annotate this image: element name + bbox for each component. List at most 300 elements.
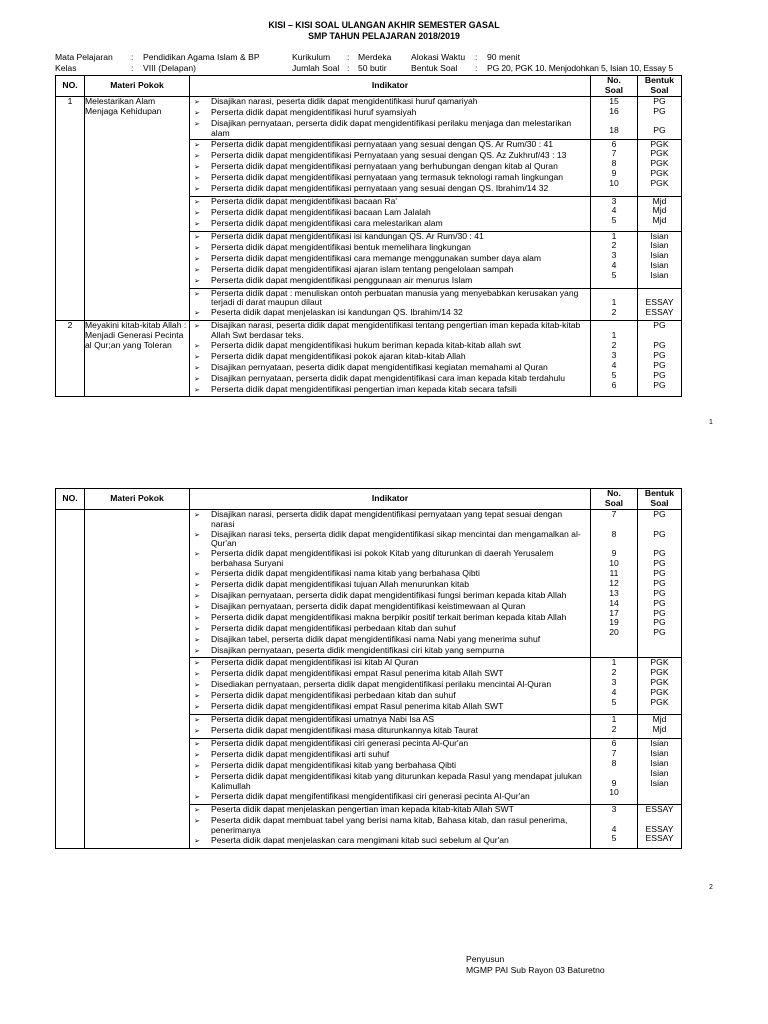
indikator-text: Perserta didik dapat mengidentifikasi kitab yang berbahasa Qibti bbox=[211, 760, 457, 770]
bentuk-soal-value: PGK bbox=[650, 138, 669, 149]
arrow-bullet-icon: ➢ bbox=[194, 837, 200, 845]
indikator-text: Disajikan narasi, peserta didik dapat mengidentifikasi huruf qamariyah bbox=[211, 95, 478, 106]
indikator-text: Perserta didik dapat mengidentifikasi isi kandungan QS. Ar Rum/30 : 41 bbox=[211, 230, 484, 241]
table-row bbox=[56, 509, 682, 848]
jumlah-colon: : bbox=[347, 63, 350, 73]
indikator-cell bbox=[190, 321, 591, 397]
indikator-text: Disajikan narasi, peserta didik dapat mengidentifikasi tentang pengertian iman kepada kitab-kitab Allah Swt berdasar teks. bbox=[211, 320, 581, 341]
indikator-text: Perserta didik dapat mengidentifikasi pernyataan yang sesuai dengan QS. Ibrahim/14 32 bbox=[211, 182, 549, 193]
bentuk-soal-value: Mjd bbox=[652, 215, 667, 226]
bentuk-soal-value: ESSAY bbox=[645, 297, 674, 308]
arrow-bullet-icon: ➢ bbox=[194, 233, 200, 241]
no-soal-value: 1 bbox=[611, 714, 617, 724]
materi-pokok: Meyakini kitab-kitab Allah : Menjadi Generasi Pecinta al Qur;an yang Toleran bbox=[85, 321, 190, 397]
alokasi-colon: : bbox=[475, 52, 478, 62]
arrow-bullet-icon: ➢ bbox=[194, 290, 200, 298]
no-soal-value: 19 bbox=[609, 617, 619, 628]
bentuk-soal-value bbox=[638, 788, 681, 798]
no-soal-value: 13 bbox=[609, 587, 619, 598]
bentuk-soal-value: PG bbox=[653, 587, 666, 598]
kelas-label: Kelas bbox=[55, 63, 77, 73]
indikator-group bbox=[190, 510, 590, 657]
arrow-bullet-icon: ➢ bbox=[194, 174, 200, 182]
arrow-bullet-icon: ➢ bbox=[194, 198, 200, 206]
indikator-group bbox=[190, 97, 590, 139]
no-soal-value: 5 bbox=[611, 270, 617, 280]
indikator-item bbox=[190, 385, 590, 396]
no-soal-group bbox=[591, 510, 637, 657]
arrow-bullet-icon: ➢ bbox=[194, 728, 200, 735]
bentuk-soal-value: Mjd bbox=[652, 723, 667, 734]
footer-mgmp: MGMP PAI Sub Rayon 03 Baturetno bbox=[466, 965, 605, 975]
bentuk-soal-value: PG bbox=[653, 369, 666, 380]
no-soal-value: 12 bbox=[609, 577, 619, 588]
indikator-text: Perserta didik dapat mengidentifikasi isi pokok Kitab yang diturunkan di daerah Yerusalem berbahasa Suryani bbox=[211, 548, 554, 569]
bentuk-soal-value: PGK bbox=[650, 657, 669, 667]
no-soal-group bbox=[591, 738, 637, 804]
indikator-text: Perserta didik dapat mengidentifikasi cara memange menggunakan sumber daya alam bbox=[211, 252, 542, 263]
arrow-bullet-icon: ➢ bbox=[194, 120, 200, 128]
indikator-text: Perserta didik dapat mengidentifikasi perbedaan kitab dan suhuf bbox=[211, 623, 456, 633]
kelas-value: VIII (Delapan) bbox=[143, 63, 197, 73]
no-soal-group bbox=[591, 196, 637, 231]
bentuk-soal-value: PGK bbox=[650, 178, 669, 188]
bentuk-soal-value: PG bbox=[653, 607, 666, 618]
jumlah-value: 50 butir bbox=[358, 63, 387, 73]
bentuk-soal-value: Isian bbox=[650, 230, 669, 241]
indikator-cell bbox=[190, 96, 591, 321]
no-soal-value: 17 bbox=[609, 607, 619, 618]
indikator-item bbox=[190, 119, 590, 139]
indikator-text: Perserta didik dapat mengidentifikasi umatnya Nabi Isa AS bbox=[211, 714, 435, 724]
indikator-text: Perserta didik dapat mengifentifikasi mengidentifikasi ciri generasi pecinta Al-Qur'an bbox=[211, 790, 530, 801]
no-soal-group bbox=[591, 321, 637, 396]
table-row bbox=[56, 96, 682, 321]
bentuk-soal-value: PG bbox=[653, 379, 666, 390]
indikator-item bbox=[190, 219, 590, 230]
no-soal-value: 5 bbox=[611, 369, 617, 380]
arrow-bullet-icon: ➢ bbox=[194, 604, 200, 611]
no-soal-value: 2 bbox=[611, 340, 617, 350]
arrow-bullet-icon: ➢ bbox=[194, 376, 200, 383]
indikator-text: Disajikan pernyataan, perserta didik dapat mengidentifikasi keistimewaan al Quran bbox=[211, 601, 526, 611]
indikator-text: Perserta didik dapat mengidentifikasi pokok ajaran kitab-kitab Allah bbox=[211, 351, 466, 361]
indikator-text: Disajikan pernyataan, peserta didik dapat mengidentifikasi kegiatan memahami al Quran bbox=[211, 362, 548, 372]
bentuk-soal-value: PGK bbox=[650, 686, 669, 697]
no-soal-value: 4 bbox=[611, 359, 617, 370]
indikator-item bbox=[190, 646, 590, 657]
no-soal-value: 7 bbox=[611, 508, 617, 519]
no-soal-value: 8 bbox=[611, 528, 617, 539]
materi-pokok: Melestarikan Alam Menjaga Kehidupan bbox=[85, 96, 190, 321]
indikator-text: Perserta didik dapat mengidentifikasi tujuan Allah menurunkan kitab bbox=[211, 579, 469, 589]
bentuk-soal-value: PGK bbox=[650, 666, 669, 677]
arrow-bullet-icon: ➢ bbox=[194, 571, 200, 578]
arrow-bullet-icon: ➢ bbox=[194, 185, 200, 193]
indikator-item bbox=[190, 726, 590, 737]
no-soal-value: 2 bbox=[611, 666, 617, 677]
arrow-bullet-icon: ➢ bbox=[194, 365, 200, 372]
kurikulum-colon: : bbox=[347, 52, 350, 62]
bentuk-soal-group bbox=[638, 321, 681, 396]
indikator-item bbox=[190, 510, 590, 530]
bentuk-soal-value: Isian bbox=[650, 270, 669, 280]
indikator-group bbox=[190, 139, 590, 196]
indikator-text: Perserta didik dapat mengidentifikasi ciri generasi pecinta Al-Qur'an bbox=[211, 738, 469, 748]
indikator-item bbox=[190, 792, 590, 803]
bentuk-label: Bentuk Soal bbox=[411, 63, 458, 73]
indikator-text: Perserta didik dapat mengidentifikasi cara melestarikan alam bbox=[211, 217, 443, 228]
no-soal-value: 16 bbox=[609, 105, 619, 116]
arrow-bullet-icon: ➢ bbox=[194, 615, 200, 622]
indikator-group bbox=[190, 738, 590, 804]
no-soal-value: 5 bbox=[611, 696, 617, 707]
arrow-bullet-icon: ➢ bbox=[194, 817, 200, 825]
bentuk-soal-group bbox=[638, 510, 681, 657]
alokasi-value: 90 menit bbox=[487, 52, 520, 62]
arrow-bullet-icon: ➢ bbox=[194, 582, 200, 589]
indikator-text: Disajikan pernyataan, peserta didik mengidentifikasi ciri kitab yang sempurna bbox=[211, 645, 505, 655]
indikator-text: Perserta didik dapat mengidentifikasi empat Rasul penerima kitab Allah SWT bbox=[211, 701, 504, 711]
bentuk-soal-group bbox=[638, 196, 681, 231]
no-soal-value: 10 bbox=[609, 558, 619, 569]
no-soal-cell bbox=[591, 96, 638, 321]
indikator-text: Perserta didik dapat mengidentifikasi empat Rasul penerima kitab Allah SWT bbox=[211, 668, 504, 678]
arrow-bullet-icon: ➢ bbox=[194, 593, 200, 600]
no-soal-value: 4 bbox=[611, 260, 617, 271]
bentuk-soal-value: Isian bbox=[650, 747, 669, 758]
no-soal-value: 3 bbox=[611, 676, 617, 687]
bentuk-soal-value: PG bbox=[653, 508, 666, 519]
arrow-bullet-icon: ➢ bbox=[194, 752, 200, 759]
arrow-bullet-icon: ➢ bbox=[194, 693, 200, 700]
bentuk-soal-value: PG bbox=[653, 340, 666, 350]
no-soal-value: 9 bbox=[611, 777, 617, 788]
no-soal-group bbox=[591, 139, 637, 196]
arrow-bullet-icon: ➢ bbox=[194, 163, 200, 171]
arrow-bullet-icon: ➢ bbox=[194, 387, 200, 394]
header-no: NO. bbox=[56, 489, 85, 510]
arrow-bullet-icon: ➢ bbox=[194, 741, 200, 748]
header-indikator: Indikator bbox=[190, 489, 591, 510]
no-soal-cell bbox=[591, 509, 638, 848]
indikator-text: Perserta didik dapat mengidentifikasi nama kitab yang berbahasa Qibti bbox=[211, 568, 480, 578]
arrow-bullet-icon: ➢ bbox=[194, 511, 200, 519]
kurikulum-value: Merdeka bbox=[358, 52, 392, 62]
indikator-cell bbox=[190, 509, 591, 848]
indikator-group bbox=[190, 288, 590, 321]
no-soal-value: 15 bbox=[609, 95, 619, 106]
arrow-bullet-icon: ➢ bbox=[194, 531, 200, 539]
bentuk-soal-value: Isian bbox=[650, 250, 669, 261]
indikator-text: Disajikan narasi, perserta didik dapat mengidentifikasi pernyataan yang tepat sesuai dengan narasi bbox=[211, 508, 563, 529]
kisi-table-page1 bbox=[55, 75, 682, 397]
bentuk-soal-value: PGK bbox=[650, 696, 669, 707]
arrow-bullet-icon: ➢ bbox=[194, 806, 200, 814]
bentuk-soal-cell bbox=[638, 321, 682, 397]
indikator-text: Perserta didik dapat mengidentifikasi pengertian iman kepada kitab secara tafsili bbox=[211, 384, 517, 394]
indikator-item bbox=[190, 208, 590, 219]
bentuk-soal-value: PG bbox=[653, 320, 666, 331]
no-soal-value: 6 bbox=[611, 738, 617, 748]
bentuk-soal-value: PG bbox=[653, 548, 666, 559]
arrow-bullet-icon: ➢ bbox=[194, 551, 200, 559]
bentuk-soal-value: PG bbox=[653, 95, 666, 106]
no-soal-group bbox=[591, 714, 637, 738]
indikator-text: Perserta didik dapat : menuliskan ontoh perbuatan manusia yang menyebabkan kerusakan yang terjadi di darat maupun dilaut bbox=[211, 287, 579, 308]
indikator-text: Peserta didik dapat menjelaskan pengertian iman kepada kitab-kitab Allah SWT bbox=[211, 803, 514, 814]
bentuk-soal-value: PGK bbox=[650, 676, 669, 687]
header-materi: Materi Pokok bbox=[85, 76, 190, 97]
no-soal-group bbox=[591, 804, 637, 848]
arrow-bullet-icon: ➢ bbox=[194, 626, 200, 633]
bentuk-soal-value: PG bbox=[653, 617, 666, 628]
arrow-bullet-icon: ➢ bbox=[194, 704, 200, 711]
bentuk-soal-group bbox=[638, 139, 681, 196]
arrow-bullet-icon: ➢ bbox=[194, 323, 200, 331]
indikator-text: Disajikan pernyataan, perserta didik dapat mengidentifikasi cara iman kepada kitab terdahulu bbox=[211, 373, 565, 383]
no-soal-value: 3 bbox=[611, 250, 617, 261]
bentuk-soal-group bbox=[638, 738, 681, 804]
arrow-bullet-icon: ➢ bbox=[194, 774, 200, 781]
bentuk-soal-value: PG bbox=[653, 105, 666, 116]
bentuk-soal-value: PG bbox=[653, 597, 666, 608]
indikator-text: Disajikan narasi teks, perserta didik dapat mengidentifikasi sikap mencintai dan mengamalkan al-Qur'an bbox=[211, 528, 581, 549]
bentuk-soal-value: ESSAY bbox=[645, 833, 674, 844]
footer-penyusun: Penyusun bbox=[466, 954, 505, 964]
bentuk-soal-value: PG bbox=[653, 528, 666, 539]
mapel-value: Pendidikan Agama Islam & BP bbox=[143, 52, 260, 62]
bentuk-soal-value: PG bbox=[653, 125, 666, 136]
indikator-text: Disajikan tabel, perserta didik dapat mengidentifikasi nama Nabi yang menerima suhuf bbox=[211, 634, 541, 644]
row-number: 1 bbox=[56, 96, 85, 321]
arrow-bullet-icon: ➢ bbox=[194, 244, 200, 252]
arrow-bullet-icon: ➢ bbox=[194, 763, 200, 770]
indikator-text: Peserta didik dapat membuat tabel yang berisi nama kitab, Bahasa kitab, dan rasul penerima, penerimanya bbox=[211, 814, 568, 835]
indikator-text: Perserta didik dapat mengidentifikasi huruf syamsiyah bbox=[211, 106, 417, 117]
indikator-text: Peserta didik dapat menjelaskan cara mengimani kitab suci sebelum al Qur'an bbox=[211, 834, 509, 845]
no-soal-value: 7 bbox=[611, 148, 617, 159]
indikator-item bbox=[190, 702, 590, 713]
bentuk-soal-group bbox=[638, 288, 681, 321]
indikator-item bbox=[190, 836, 590, 847]
indikator-group bbox=[190, 714, 590, 738]
indikator-group bbox=[190, 196, 590, 231]
indikator-text: Perserta didik dapat mengidentifikasi hukum beriman kepada kitab-kitab allah swt bbox=[211, 340, 522, 350]
kisi-table-page2 bbox=[55, 488, 682, 849]
indikator-text: Perserta didik dapat mengidentifikasi bentuk memelihara lingkungan bbox=[211, 241, 471, 252]
no-soal-value: 8 bbox=[611, 757, 617, 768]
indikator-group bbox=[190, 231, 590, 288]
indikator-item bbox=[190, 265, 590, 276]
no-soal-value: 1 bbox=[611, 297, 617, 308]
no-soal-value: 2 bbox=[611, 307, 617, 318]
indikator-text: Perserta didik dapat mengidentifikasi pernyataan yang termasuk teknologi ramah lingkungan bbox=[211, 171, 564, 182]
indikator-item bbox=[190, 321, 590, 341]
no-soal-value: 2 bbox=[611, 240, 617, 251]
indikator-item bbox=[190, 276, 590, 287]
indikator-item bbox=[190, 197, 590, 208]
no-soal-value: 18 bbox=[609, 125, 619, 136]
indikator-item bbox=[190, 140, 590, 151]
bentuk-soal-value: Isian bbox=[650, 260, 669, 271]
no-soal-group bbox=[591, 657, 637, 714]
bentuk-soal-value: Mjd bbox=[652, 714, 667, 724]
indikator-text: Perserta didik dapat mengidentifikasi pernyataan yang sesuai dengan QS. Ar Rum/30 : 41 bbox=[211, 138, 554, 149]
indikator-text: Perserta didik dapat mengidentifikasi Pernyataan yang sesuai dengan QS. Az Zukhruf/43 : 13 bbox=[211, 149, 567, 160]
bentuk-soal-value: PG bbox=[653, 349, 666, 360]
bentuk-soal-group bbox=[638, 657, 681, 714]
bentuk-soal-cell bbox=[638, 96, 682, 321]
no-soal-value: 6 bbox=[611, 138, 617, 149]
jumlah-label: Jumlah Soal bbox=[292, 63, 340, 73]
indikator-item bbox=[190, 530, 590, 550]
no-soal-value: 20 bbox=[609, 627, 619, 638]
bentuk-soal-value: PG bbox=[653, 558, 666, 569]
indikator-item bbox=[190, 816, 590, 836]
indikator-text: Perserta didik dapat mengidentifikasi bacaan Ra' bbox=[211, 195, 398, 206]
arrow-bullet-icon: ➢ bbox=[194, 266, 200, 274]
indikator-text: Disajikan pernyataan, perserta didik dapat mengidentifikasi fungsi beriman kepada kitab Allah bbox=[211, 590, 567, 600]
arrow-bullet-icon: ➢ bbox=[194, 682, 200, 689]
indikator-text: Perserta didik dapat mengidentifikasi makna berpikir positif terkait beriman kepada kitab Allah bbox=[211, 612, 567, 622]
arrow-bullet-icon: ➢ bbox=[194, 152, 200, 160]
no-soal-value: 9 bbox=[611, 548, 617, 559]
header-no-soal: No. Soal bbox=[591, 76, 638, 97]
bentuk-soal-value: PGK bbox=[650, 158, 669, 169]
bentuk-soal-value: PG bbox=[653, 359, 666, 370]
bentuk-soal-group bbox=[638, 97, 681, 139]
arrow-bullet-icon: ➢ bbox=[194, 343, 200, 350]
kurikulum-label: Kurikulum bbox=[292, 52, 331, 62]
no-soal-group bbox=[591, 288, 637, 321]
bentuk-soal-group bbox=[638, 714, 681, 738]
mapel-colon: : bbox=[131, 52, 134, 62]
bentuk-soal-value: Mjd bbox=[652, 205, 667, 216]
no-soal-value: 11 bbox=[609, 568, 619, 578]
header-bentuk-soal: Bentuk Soal bbox=[638, 489, 682, 510]
indikator-item bbox=[190, 162, 590, 173]
no-soal-value: 6 bbox=[611, 379, 617, 390]
bentuk-soal-value: ESSAY bbox=[645, 823, 674, 834]
bentuk-value: PG 20, PGK 10. Menjodohkan 5, Isian 10, Essay 5 bbox=[487, 63, 673, 73]
indikator-item bbox=[190, 184, 590, 195]
page-number-2: 2 bbox=[709, 884, 713, 891]
indikator-text: Perserta didik dapat mengidentifikasi penggunaan air menurus Islam bbox=[211, 274, 473, 285]
indikator-text: Disajikan pernyataan, perserta didik dapat mengidentifikasi perilaku menjaga dan melestarikan alam bbox=[211, 117, 572, 138]
bentuk-soal-value: Isian bbox=[650, 738, 669, 748]
indikator-item bbox=[190, 173, 590, 184]
indikator-item bbox=[190, 232, 590, 243]
bentuk-soal-value: Isian bbox=[650, 757, 669, 768]
no-soal-value: 9 bbox=[611, 168, 617, 179]
header-materi: Materi Pokok bbox=[85, 489, 190, 510]
arrow-bullet-icon: ➢ bbox=[194, 793, 200, 801]
bentuk-soal-value: ESSAY bbox=[645, 307, 674, 318]
arrow-bullet-icon: ➢ bbox=[194, 660, 200, 667]
alokasi-label: Alokasi Waktu bbox=[411, 52, 466, 62]
no-soal-value: 10 bbox=[609, 178, 619, 188]
no-soal-group bbox=[591, 231, 637, 288]
no-soal-value: 1 bbox=[611, 230, 617, 241]
no-soal-value: 4 bbox=[611, 205, 617, 216]
header-bentuk-soal: Bentuk Soal bbox=[638, 76, 682, 97]
indikator-text: Perserta didik dapat mengidentifikasi isi kitab Al Quran bbox=[211, 657, 419, 667]
indikator-text: Disediakan pernyataan, perserta didik dapat mengidentifikasi perilaku mencintai Al-Quran bbox=[211, 679, 552, 689]
indikator-text: Perserta didik dapat mengidentifikasi bacaan Lam Jalalah bbox=[211, 206, 431, 217]
no-soal-value: 3 bbox=[611, 803, 617, 814]
indikator-text: Perserta didik dapat mengidentifikasi arti suhuf bbox=[211, 749, 390, 759]
no-soal-group bbox=[591, 97, 637, 139]
arrow-bullet-icon: ➢ bbox=[194, 109, 200, 117]
bentuk-soal-group bbox=[638, 804, 681, 848]
indikator-item bbox=[190, 289, 590, 309]
bentuk-soal-value: PGK bbox=[650, 168, 669, 179]
bentuk-soal-group bbox=[638, 231, 681, 288]
no-soal-value: 5 bbox=[611, 215, 617, 226]
bentuk-soal-value: Mjd bbox=[652, 195, 667, 206]
kelas-colon: : bbox=[131, 63, 134, 73]
arrow-bullet-icon: ➢ bbox=[194, 637, 200, 644]
indikator-text: Perserta didik dapat mengidentifikasi ajaran islam tentang pengelolaan sampah bbox=[211, 263, 514, 274]
bentuk-soal-cell bbox=[638, 509, 682, 848]
no-soal-value: 1 bbox=[611, 330, 617, 341]
no-soal-value: 3 bbox=[611, 195, 617, 206]
arrow-bullet-icon: ➢ bbox=[194, 648, 200, 655]
header-no: NO. bbox=[56, 76, 85, 97]
no-soal-value: 4 bbox=[611, 686, 617, 697]
arrow-bullet-icon: ➢ bbox=[194, 671, 200, 678]
no-soal-value: 1 bbox=[611, 657, 617, 667]
indikator-item bbox=[190, 243, 590, 254]
arrow-bullet-icon: ➢ bbox=[194, 310, 200, 318]
arrow-bullet-icon: ➢ bbox=[194, 277, 200, 285]
arrow-bullet-icon: ➢ bbox=[194, 220, 200, 228]
header-no-soal: No. Soal bbox=[591, 489, 638, 510]
doc-subtitle: SMP TAHUN PELAJARAN 2018/2019 bbox=[308, 31, 460, 41]
indikator-text: Perserta didik dapat mengidentifikasi pernyataan yang berhubungan dengan kitab al Quran bbox=[211, 160, 558, 171]
indikator-item bbox=[190, 308, 590, 319]
indikator-text: Perserta didik dapat mengidentifikasi masa diturunkannya kitab Taurat bbox=[211, 725, 478, 735]
no-soal-value: 14 bbox=[609, 597, 619, 608]
indikator-item bbox=[190, 151, 590, 162]
bentuk-soal-value: Isian bbox=[650, 777, 669, 788]
materi-pokok bbox=[85, 509, 190, 848]
indikator-item bbox=[190, 549, 590, 569]
indikator-text: Perserta didik dapat mengidentifikasi kitab yang diturunkan kepada Rasul yang mendapat julukan Kalimullah bbox=[211, 771, 582, 791]
bentuk-soal-value: PG bbox=[653, 577, 666, 588]
bentuk-colon: : bbox=[475, 63, 478, 73]
bentuk-soal-value: PG bbox=[653, 627, 666, 638]
no-soal-value: 3 bbox=[611, 349, 617, 360]
row-number: 2 bbox=[56, 321, 85, 397]
no-soal-value: 4 bbox=[611, 823, 617, 834]
bentuk-soal-value: Isian bbox=[650, 240, 669, 251]
indikator-group bbox=[190, 804, 590, 848]
doc-title: KISI – KISI SOAL ULANGAN AKHIR SEMESTER GASAL bbox=[268, 20, 500, 30]
bentuk-soal-value: Isian bbox=[650, 767, 669, 778]
bentuk-soal-value: PGK bbox=[650, 148, 669, 159]
page-number-1: 1 bbox=[709, 419, 713, 426]
arrow-bullet-icon: ➢ bbox=[194, 209, 200, 217]
no-soal-value: 8 bbox=[611, 158, 617, 169]
indikator-group bbox=[190, 321, 590, 396]
arrow-bullet-icon: ➢ bbox=[194, 98, 200, 106]
indikator-text: Peserta didik dapat menjelaskan isi kandungan QS. Ibrahim/14 32 bbox=[211, 307, 463, 318]
indikator-item bbox=[190, 254, 590, 265]
indikator-item bbox=[190, 772, 590, 792]
indikator-group bbox=[190, 657, 590, 714]
